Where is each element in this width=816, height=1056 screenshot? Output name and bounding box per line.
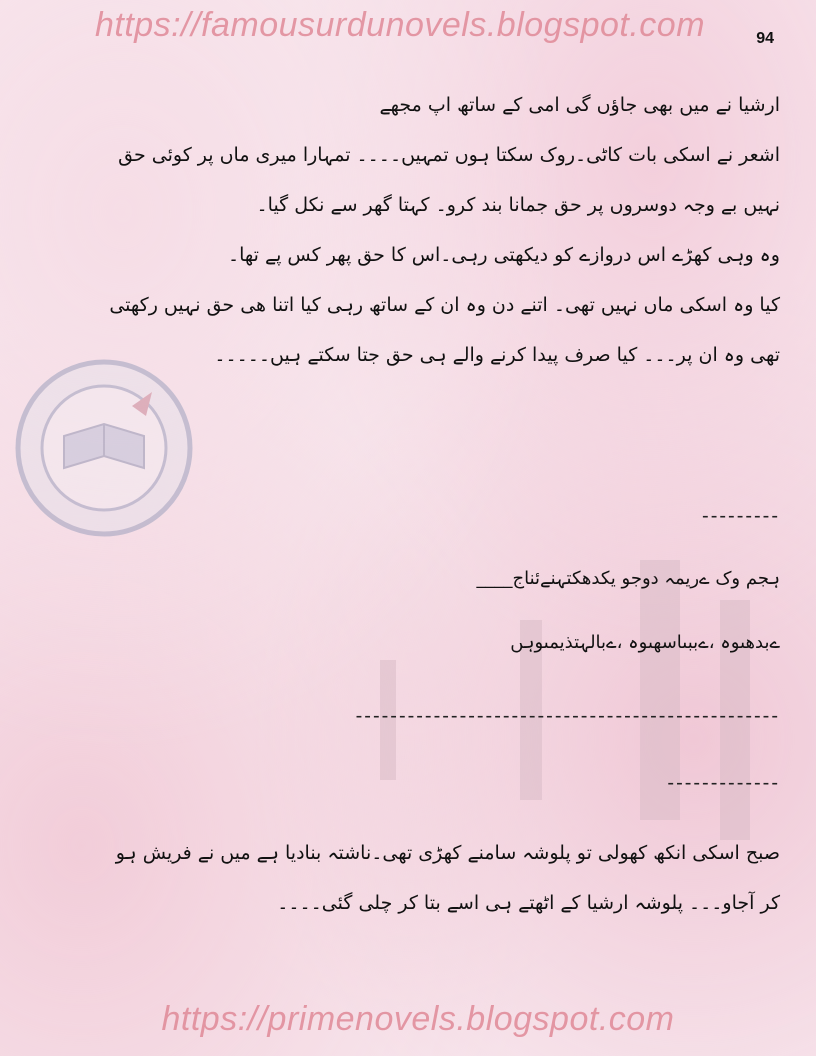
prime-urdu-novels-logo [14, 358, 194, 538]
section-separator: ------------- [667, 772, 780, 794]
text-line: وہ وہی کھڑے اس دروازے کو دیکھتی رہی۔اس کا حق پھر کس پے تھا۔ [227, 244, 780, 266]
text-line: کر آجاو۔۔۔ پلوشہ ارشیا کے اٹھتے ہی اسے بتا کر چلی گئی۔۔۔۔ [277, 892, 780, 914]
top-watermark-url: https://famousurdunovels.blogspot.com [94, 6, 706, 44]
garbled-text-line: ہجم وک ےریمہ دوجو یکدھکتہنےئناج____ [476, 568, 780, 589]
text-line: صبح اسکی انکھ کھولی تو پلوشہ سامنے کھڑی تھی۔ناشتہ بنادیا ہے میں نے فریش ہو [115, 842, 780, 864]
bottom-watermark-url: https://primenovels.blogspot.com [161, 1000, 675, 1038]
text-line: تھی وہ ان پر۔۔۔ کیا صرف پیدا کرنے والے ہی حق جتا سکتے ہیں۔۔۔۔۔ [214, 344, 780, 366]
section-separator-long: ------------------------------------------------- [355, 705, 780, 727]
garbled-text-line: ےبدھںوہ ،ےببںاسھںوہ ،ےبالہتذیمںوہں [510, 632, 780, 653]
paragraph-block-bottom [115, 828, 780, 928]
section-separator: --------- [702, 505, 780, 527]
text-line: کیا وہ اسکی ماں نہیں تھی۔ اتنے دن وہ ان کے ساتھ رہی کیا اتنا ھی حق نہیں رکھتی [109, 294, 780, 316]
page-number: 94 [756, 30, 774, 47]
text-line: اشعر نے اسکی بات کاٹی۔روک سکتا ہوں تمہیں۔۔۔۔ تمہارا میری ماں پر کوئی حق [118, 144, 780, 166]
text-line: نہیں بے وجہ دوسروں پر حق جمانا بند کرو۔ کہتا گھر سے نکل گیا۔ [256, 194, 780, 216]
paragraph-block-top [109, 80, 780, 380]
text-line: ارشیا نے میں بھی جاؤں گی امی کے ساتھ اپ مجھے [379, 94, 780, 116]
